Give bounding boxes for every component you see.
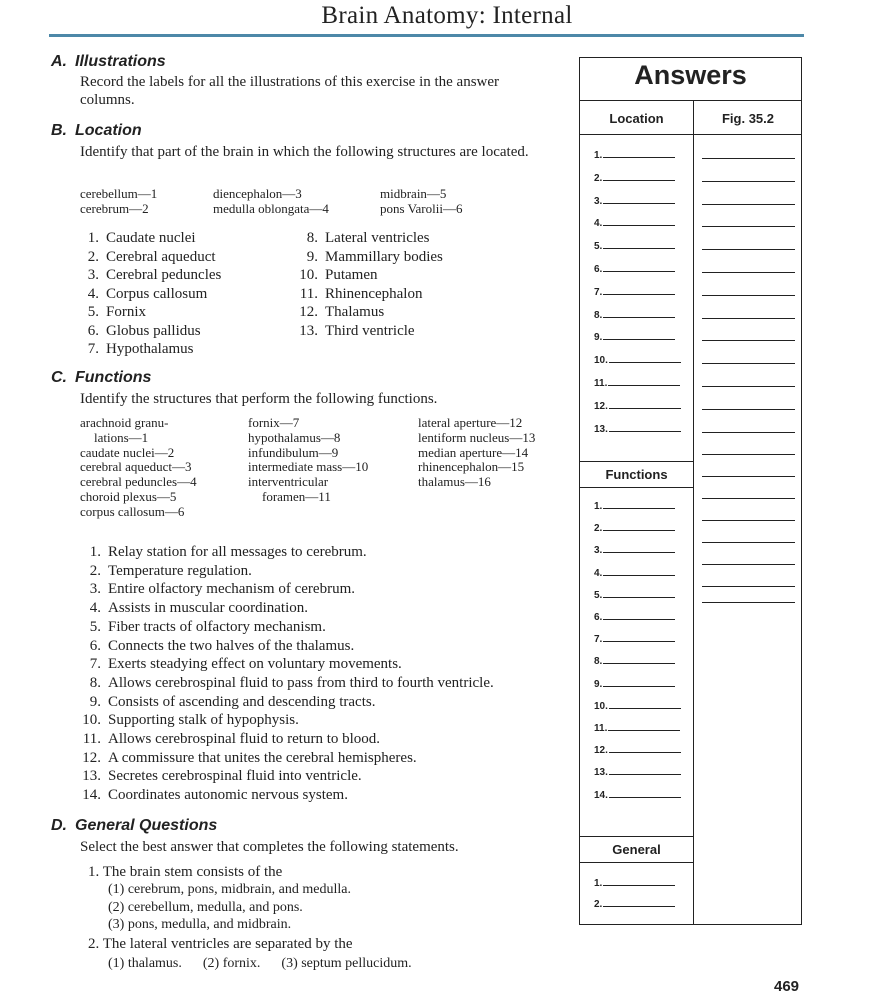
- answer-number: 14.: [594, 789, 608, 801]
- answer-blank[interactable]: [594, 721, 680, 734]
- answer-line[interactable]: [603, 632, 675, 642]
- answer-line[interactable]: [608, 721, 680, 731]
- fig-answer-line[interactable]: [702, 272, 795, 273]
- item-text: Putamen: [325, 267, 378, 283]
- item-number: 4.: [87, 285, 99, 302]
- divider: [579, 134, 802, 135]
- item-number: 8.: [89, 674, 101, 691]
- item-text: Supporting stalk of hypophysis.: [108, 712, 299, 729]
- answer-number: 1.: [594, 878, 603, 889]
- item-text: Coordinates autonomic nervous system.: [108, 787, 348, 804]
- fig-answer-line[interactable]: [702, 564, 795, 565]
- answer-number: 2.: [594, 172, 603, 184]
- key-item: infundibulum—9: [248, 444, 339, 460]
- answer-blank[interactable]: [594, 330, 675, 343]
- answer-number: 1.: [594, 501, 603, 512]
- fig-answer-line[interactable]: [702, 586, 795, 587]
- answer-blank[interactable]: [594, 285, 675, 298]
- answer-blank[interactable]: [594, 654, 675, 667]
- item-text: Third ventricle: [325, 322, 415, 339]
- answer-blank[interactable]: [594, 148, 675, 161]
- item-text: Temperature regulation.: [108, 562, 252, 579]
- answer-number: 9.: [594, 678, 603, 690]
- answer-line[interactable]: [603, 610, 675, 620]
- item-text: Rhinencephalon: [325, 285, 423, 302]
- item-number: 6.: [87, 322, 99, 339]
- item-number: 9.: [89, 693, 101, 710]
- question-1-option: (2) cerebellum, medulla, and pons.: [108, 900, 303, 915]
- location-item: [86, 248, 216, 266]
- answer-blank[interactable]: [594, 171, 675, 184]
- answer-line[interactable]: [603, 194, 675, 204]
- answer-blank[interactable]: [594, 788, 681, 801]
- fig-answer-line[interactable]: [702, 432, 795, 433]
- question-1: 1. The brain stem consists of the: [88, 864, 283, 880]
- location-item: [86, 303, 146, 321]
- key-item: hypothalamus—8: [248, 429, 341, 445]
- section-b-text: Identify that part of the brain in which the following structures are located.: [80, 144, 529, 160]
- answer-number: 7.: [594, 286, 603, 298]
- answer-line[interactable]: [603, 521, 675, 531]
- function-item: [80, 637, 354, 655]
- fig-answer-line[interactable]: [702, 520, 795, 521]
- answer-blank[interactable]: [594, 376, 680, 389]
- key-item: rhinencephalon—15: [418, 459, 525, 475]
- answer-line[interactable]: [609, 353, 681, 363]
- section-a-text: Record the labels for all the illustrations of this exercise in the answer columns.: [80, 74, 500, 108]
- answer-line[interactable]: [603, 216, 675, 226]
- location-item: [86, 322, 201, 340]
- item-text: Allows cerebrospinal fluid to return to blood.: [108, 731, 381, 747]
- item-number: 6.: [89, 637, 101, 654]
- answer-blank[interactable]: [594, 216, 675, 229]
- answer-blank[interactable]: [594, 194, 675, 207]
- item-text: Connects the two halves of the thalamus.: [108, 637, 355, 654]
- answer-line[interactable]: [603, 654, 675, 664]
- answer-blank[interactable]: [594, 399, 681, 412]
- item-text: Lateral ventricles: [325, 230, 430, 246]
- section-b-heading: B. Location: [51, 122, 142, 139]
- item-number: 14.: [82, 787, 101, 804]
- functions-column-heading: Functions: [605, 467, 668, 482]
- key-item: intermediate mass—10: [248, 459, 369, 475]
- answer-line[interactable]: [603, 876, 675, 886]
- item-number: 4.: [89, 600, 101, 617]
- answer-line[interactable]: [603, 171, 675, 181]
- column-divider: [693, 101, 694, 925]
- function-item: [80, 786, 348, 804]
- item-number: 5.: [87, 304, 99, 320]
- title-rule: [49, 34, 804, 37]
- item-text: Fornix: [106, 304, 147, 320]
- item-text: Assists in muscular coordination.: [108, 600, 308, 617]
- answer-line[interactable]: [603, 262, 675, 272]
- location-item: [294, 322, 415, 340]
- answer-blank[interactable]: [594, 543, 675, 556]
- item-text: Globus pallidus: [106, 322, 201, 339]
- item-number: 7.: [89, 656, 101, 673]
- item-number: 10.: [299, 267, 318, 283]
- item-text: Relay station for all messages to cerebrum.: [108, 544, 367, 560]
- item-number: 13.: [82, 768, 101, 785]
- answer-line[interactable]: [608, 376, 680, 386]
- fig-answer-line[interactable]: [702, 158, 795, 159]
- answer-number: 11.: [594, 723, 608, 734]
- function-item: [80, 599, 308, 617]
- answer-blank[interactable]: [594, 897, 675, 910]
- location-item: [86, 266, 221, 284]
- answer-blank[interactable]: [594, 422, 681, 435]
- answer-blank[interactable]: [594, 743, 681, 756]
- answer-number: 12.: [594, 745, 608, 757]
- answer-line[interactable]: [603, 588, 675, 598]
- function-item: [80, 674, 494, 692]
- location-item: [86, 285, 207, 303]
- key-item: lateral aperture—12: [418, 415, 523, 430]
- item-number: 2.: [89, 562, 101, 579]
- item-number: 5.: [89, 618, 101, 635]
- answer-number: 6.: [594, 264, 603, 275]
- section-d-text: Select the best answer that completes the following statements.: [80, 839, 459, 855]
- location-column-heading: Location: [609, 111, 664, 126]
- key-item: caudate nuclei—2: [80, 444, 175, 460]
- fig-answer-line[interactable]: [702, 204, 795, 205]
- answers-title: Answers: [634, 60, 747, 90]
- item-text: A commissure that unites the cerebral hemispheres.: [108, 749, 417, 766]
- page-title: Brain Anatomy: Internal: [321, 2, 573, 29]
- answer-number: 3.: [594, 545, 603, 557]
- function-item: [80, 580, 355, 598]
- answer-number: 13.: [594, 423, 608, 435]
- divider: [579, 836, 693, 837]
- item-number: 8.: [306, 230, 318, 246]
- answer-number: 5.: [594, 589, 603, 601]
- answer-blank[interactable]: [594, 588, 675, 601]
- answer-blank[interactable]: [594, 239, 675, 252]
- item-number: 9.: [306, 248, 318, 265]
- key-item: cerebellum—1: [80, 186, 158, 201]
- answer-blank[interactable]: [594, 499, 675, 512]
- key-item: foramen—11: [262, 489, 331, 504]
- fig-answer-line[interactable]: [702, 181, 795, 182]
- fig-answer-line[interactable]: [702, 454, 795, 455]
- question-2-options: (1) thalamus. (2) fornix. (3) septum pellucidum.: [108, 956, 412, 971]
- answer-blank[interactable]: [594, 353, 681, 366]
- answer-blank[interactable]: [594, 610, 675, 623]
- question-2: 2. The lateral ventricles are separated by the: [88, 936, 353, 952]
- item-number: 3.: [89, 581, 101, 598]
- item-text: Fiber tracts of olfactory mechanism.: [108, 618, 326, 635]
- divider: [579, 461, 693, 462]
- divider: [579, 487, 693, 488]
- key-item: medulla oblongata—4: [213, 201, 329, 216]
- key-item: interventricular: [248, 474, 329, 490]
- answer-number: 11.: [594, 378, 608, 389]
- location-item: [294, 303, 384, 321]
- location-item: [86, 229, 196, 247]
- location-item: [294, 248, 443, 266]
- function-item: [80, 543, 367, 561]
- answer-line[interactable]: [603, 308, 675, 318]
- section-c-text: Identify the structures that perform the following functions.: [80, 391, 438, 407]
- function-item: [80, 618, 326, 636]
- answer-number: 10.: [594, 355, 608, 367]
- answer-line[interactable]: [609, 765, 681, 775]
- function-item: [80, 693, 375, 711]
- answer-line[interactable]: [603, 897, 675, 907]
- answer-blank[interactable]: [594, 632, 675, 645]
- divider: [579, 862, 693, 863]
- answer-line[interactable]: [603, 148, 675, 158]
- answer-number: 8.: [594, 309, 603, 321]
- answer-line[interactable]: [609, 422, 681, 432]
- key-item: diencephalon—3: [213, 186, 302, 201]
- location-item: [294, 229, 430, 247]
- answer-line[interactable]: [609, 788, 681, 798]
- answer-number: 1.: [594, 150, 603, 161]
- answer-line[interactable]: [603, 566, 675, 576]
- location-item: [86, 340, 194, 358]
- fig-answer-line[interactable]: [702, 340, 795, 341]
- answer-blank[interactable]: [594, 566, 675, 579]
- question-1-option: (3) pons, medulla, and midbrain.: [108, 917, 292, 932]
- answer-number: 5.: [594, 241, 603, 253]
- answer-blank[interactable]: [594, 765, 681, 778]
- key-item: cerebral aqueduct—3: [80, 459, 192, 475]
- item-number: 12.: [82, 749, 101, 766]
- key-item: choroid plexus—5: [80, 489, 177, 504]
- item-text: Cerebral peduncles: [106, 267, 222, 283]
- fig-answer-line[interactable]: [702, 363, 795, 364]
- item-number: 13.: [299, 322, 318, 339]
- key-item: cerebrum—2: [80, 201, 149, 216]
- answer-line[interactable]: [603, 499, 675, 509]
- fig-column-heading: Fig. 35.2: [721, 111, 775, 126]
- item-text: Consists of ascending and descending tracts.: [108, 693, 376, 710]
- item-text: Hypothalamus: [106, 341, 194, 357]
- item-number: 2.: [87, 248, 99, 265]
- answer-number: 8.: [594, 656, 603, 668]
- item-text: Exerts steadying effect on voluntary movements.: [108, 656, 402, 673]
- fig-answer-line[interactable]: [702, 249, 795, 250]
- fig-answer-line[interactable]: [702, 542, 795, 543]
- answer-line[interactable]: [603, 285, 675, 295]
- function-item: [80, 730, 380, 748]
- item-number: 10.: [82, 712, 101, 729]
- key-item: cerebral peduncles—4: [80, 474, 197, 490]
- function-item: [80, 655, 402, 673]
- question-1-option: (1) cerebrum, pons, midbrain, and medulla.: [108, 882, 351, 897]
- answer-line[interactable]: [603, 543, 675, 553]
- fig-answer-line[interactable]: [702, 498, 795, 499]
- key-item: midbrain—5: [380, 186, 447, 201]
- key-item: median aperture—14: [418, 444, 529, 460]
- answer-number: 10.: [594, 700, 608, 712]
- fig-answer-line[interactable]: [702, 318, 795, 319]
- general-column-heading: General: [612, 842, 661, 857]
- answer-number: 9.: [594, 332, 603, 344]
- answer-line[interactable]: [609, 399, 681, 409]
- answer-blank[interactable]: [594, 308, 675, 321]
- key-item: fornix—7: [248, 415, 300, 430]
- fig-answer-line[interactable]: [702, 386, 795, 387]
- location-item: [294, 266, 378, 284]
- section-d-heading: D. General Questions: [51, 817, 218, 834]
- section-c-heading: C. Functions: [51, 369, 152, 386]
- answer-line[interactable]: [603, 330, 675, 340]
- answer-blank[interactable]: [594, 699, 681, 712]
- key-item: thalamus—16: [418, 474, 491, 490]
- answer-number: 13.: [594, 767, 608, 779]
- divider: [579, 100, 802, 101]
- answer-number: 7.: [594, 634, 603, 646]
- item-text: Corpus callosum: [106, 285, 208, 302]
- fig-answer-line[interactable]: [702, 295, 795, 296]
- answer-blank[interactable]: [594, 677, 675, 690]
- key-item: arachnoid granu-: [80, 415, 169, 430]
- answer-number: 4.: [594, 567, 603, 579]
- item-number: 3.: [87, 267, 99, 283]
- page-number: 469: [774, 978, 800, 995]
- function-item: [80, 562, 252, 580]
- item-number: 11.: [299, 285, 318, 302]
- item-text: Mammillary bodies: [325, 248, 443, 265]
- answer-number: 4.: [594, 218, 603, 230]
- answer-line[interactable]: [603, 239, 675, 249]
- answer-number: 2.: [594, 523, 603, 535]
- item-text: Thalamus: [325, 304, 385, 320]
- fig-answer-line[interactable]: [702, 409, 795, 410]
- answer-line[interactable]: [603, 677, 675, 687]
- item-text: Secretes cerebrospinal fluid into ventricle.: [108, 768, 362, 785]
- answer-line[interactable]: [609, 743, 681, 753]
- item-number: 7.: [87, 341, 99, 357]
- item-number: 12.: [299, 304, 318, 320]
- item-number: 1.: [87, 230, 99, 246]
- fig-answer-line[interactable]: [702, 602, 795, 603]
- item-text: Cerebral aqueduct: [106, 248, 216, 265]
- answer-number: 2.: [594, 899, 603, 910]
- function-item: [80, 749, 417, 767]
- item-number: 1.: [89, 544, 101, 560]
- key-item: corpus callosum—6: [80, 503, 185, 519]
- location-item: [294, 285, 422, 303]
- answer-number: 6.: [594, 612, 603, 623]
- key-item: pons Varolii—6: [380, 201, 463, 216]
- section-a-heading: A. Illustrations: [51, 53, 166, 70]
- answer-line[interactable]: [609, 699, 681, 709]
- answer-blank[interactable]: [594, 521, 675, 534]
- item-text: Allows cerebrospinal fluid to pass from third to fourth ventricle.: [108, 674, 494, 691]
- answer-blank[interactable]: [594, 262, 675, 275]
- function-item: [80, 711, 299, 729]
- key-item: lations—1: [94, 429, 149, 445]
- function-item: [80, 767, 362, 785]
- fig-answer-line[interactable]: [702, 226, 795, 227]
- fig-answer-line[interactable]: [702, 476, 795, 477]
- answer-number: 3.: [594, 195, 603, 207]
- item-text: Caudate nuclei: [106, 230, 196, 246]
- key-item: lentiform nucleus—13: [418, 429, 536, 445]
- item-text: Entire olfactory mechanism of cerebrum.: [108, 581, 355, 598]
- answer-blank[interactable]: [594, 876, 675, 889]
- item-number: 11.: [82, 731, 101, 747]
- answer-number: 12.: [594, 400, 608, 412]
